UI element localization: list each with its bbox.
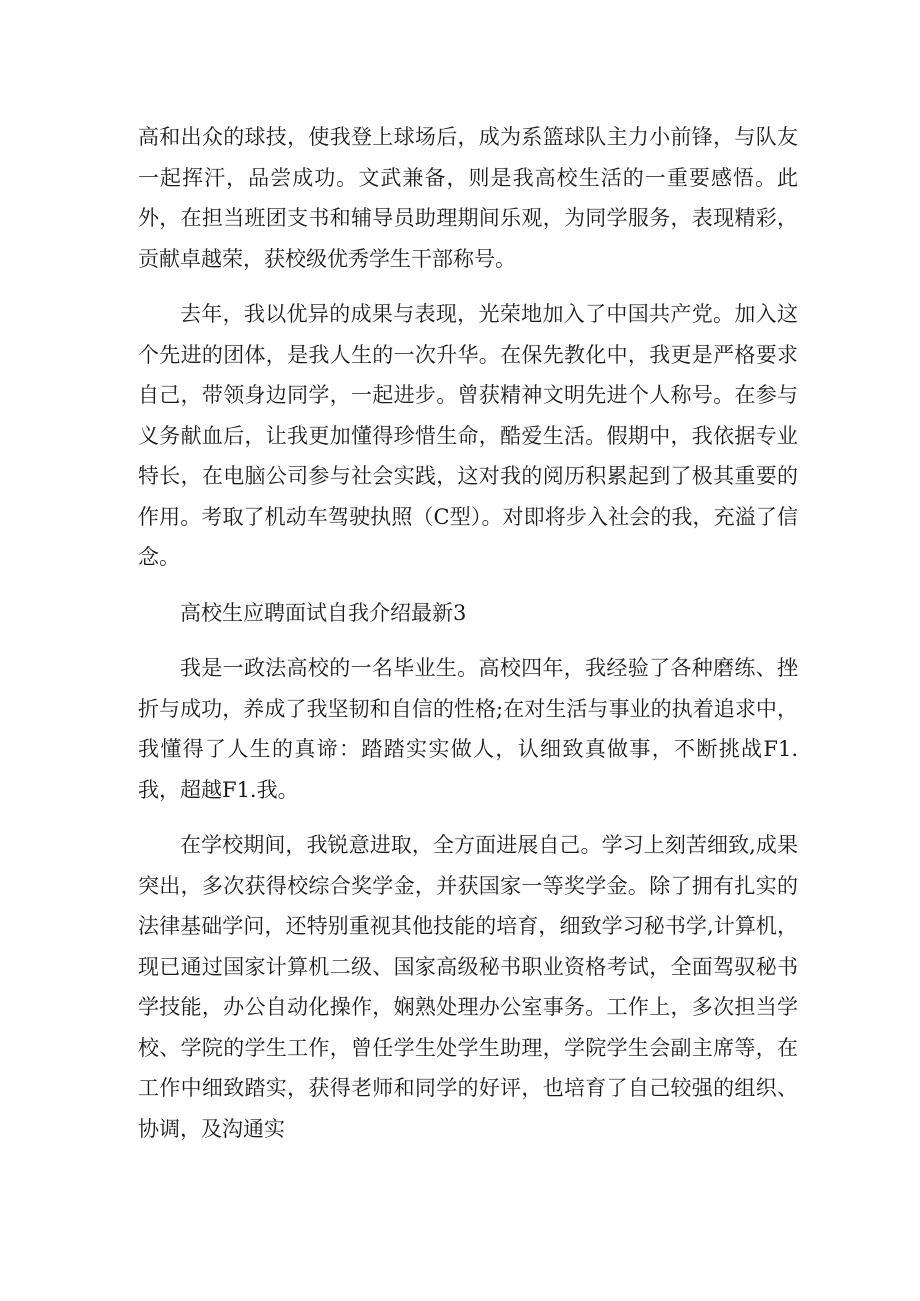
- paragraph: 去年，我以优异的成果与表现，光荣地加入了中国共产党。加入这个先进的团体，是我人生的一次升华。在保先教化中，我更是严格要求自己，带领身边同学，一起进步。曾获精神文明先进个人称号。在参与义务献血后，让我更加懂得珍惜生命，酷爱生活。假期中，我依据专业特长，在电脑公司参与社会实践，这对我的阅历积累起到了极其重要的作用。考取了机动车驾驶执照（C型）。对即将步入社会的我，充溢了信念。: [138, 302, 798, 569]
- paragraph: 高和出众的球技，使我登上球场后，成为系篮球队主力小前锋，与队友一起挥汗，品尝成功。文武兼备，则是我高校生活的一重要感悟。此外，在担当班团支书和辅导员助理期间乐观，为同学服务，表现精彩，贡献卓越荣，获校级优秀学生干部称号。: [138, 125, 798, 271]
- paragraph: 在学校期间，我锐意进取，全方面进展自己。学习上刻苦细致,成果突出，多次获得校综合奖学金，并获国家一等奖学金。除了拥有扎实的法律基础学问，还特别重视其他技能的培育，细致学习秘书学,计算机，现已通过国家计算机二级、国家高级秘书职业资格考试，全面驾驭秘书学技能，办公自动化操作，娴熟处理办公室事务。工作上，多次担当学校、学院的学生工作，曾任学生处学生助理，学院学生会副主席等，在工作中细致踏实，获得老师和同学的好评，也培育了自己较强的组织、协调，及沟通实: [138, 833, 798, 1141]
- paragraph: 我是一政法高校的一名毕业生。高校四年，我经验了各种磨练、挫折与成功，养成了我坚韧和自信的性格;在对生活与事业的执着追求中，我懂得了人生的真谛：踏踏实实做人，认细致真做事，不断挑战F1.我，超越F1.我。: [138, 656, 798, 802]
- document-body: [138, 117, 798, 1164]
- section-heading: 高校生应聘面试自我介绍最新3: [180, 600, 467, 625]
